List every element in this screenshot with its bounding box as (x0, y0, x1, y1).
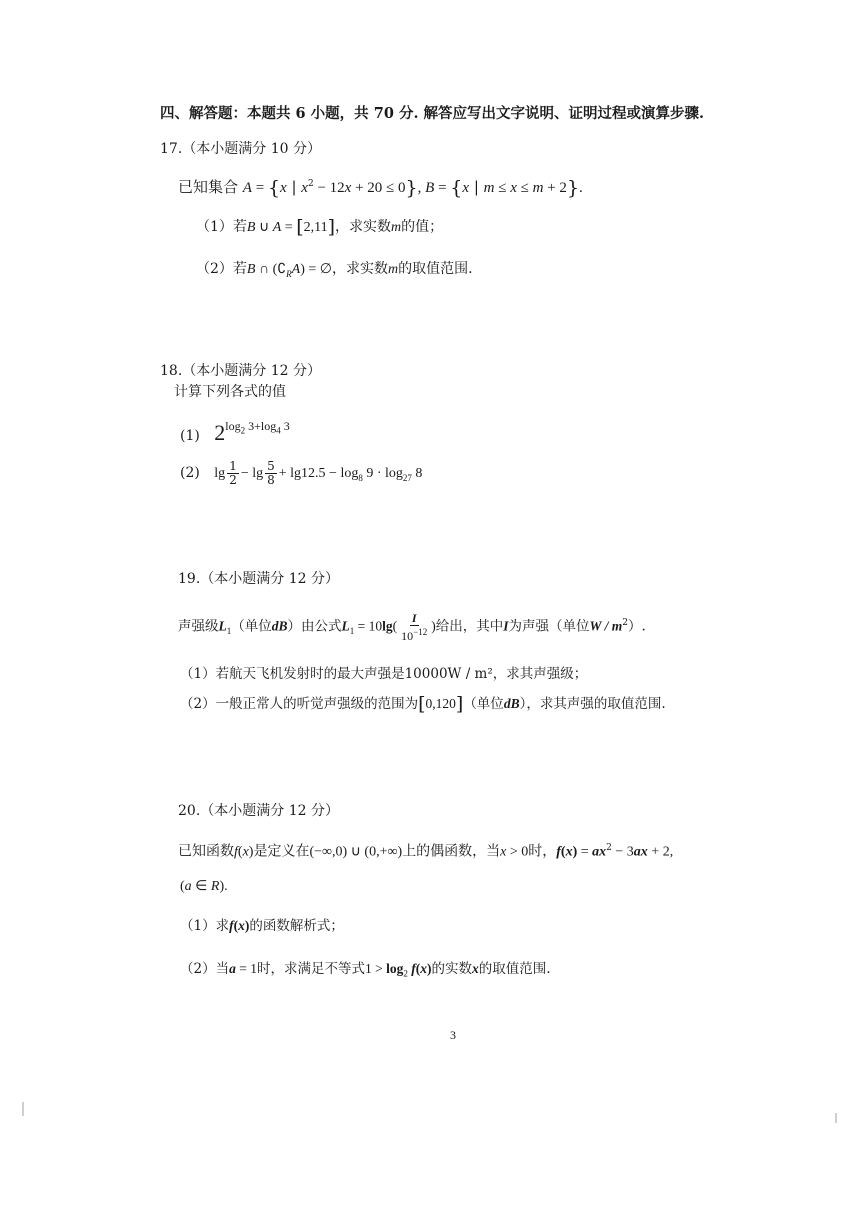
scan-speck (835, 1113, 837, 1123)
q19-stem: 声强级$L_1$（单位dB）由公式$L_1 = 10\lg$( $\frac{I}{10^{-12}}$ )给出，其中I为声强（单位W / $m^2$）. (178, 610, 646, 643)
q17-part1: （1）若B ∪ A = [2,11]，求实数m的值； (196, 216, 444, 238)
q17-set-a: A (242, 180, 252, 196)
page-number: 3 (450, 1028, 456, 1042)
q18-part1: (1) $2\log_2$ $3+\log_4$ 3 (180, 419, 290, 445)
q17-stem: 已知集合 A = {x | $x^2 - 12x + 20 \le 0$}, B = {x | m ≤ x ≤ m + 2}. (178, 177, 583, 199)
q20-part2: （2）当a = 1时，求满足不等式$1 > \log_2 f(x)$的实数x的取值范围. (180, 961, 551, 979)
q19-part2: （2）一般正常人的听觉声强级的范围为[0,120]（单位dB），求其声强的取值范围. (180, 693, 666, 715)
q18-stem: 计算下列各式的值 (174, 384, 286, 400)
q18-title: 18.（本小题满分 12 分） (160, 363, 321, 379)
scan-speck (22, 1102, 24, 1116)
q18-part2: (2) lg $\frac{1}{2}$ − lg $\frac{5}{8}$ + $\lg 12.5 - \log_8 9 \cdot \log_{27} 8$ (180, 458, 423, 487)
q19-title: 19.（本小题满分 12 分） (178, 571, 339, 587)
q20-stem: 已知函数f(x)是定义在(−∞,0) ∪ (0,+∞)上的偶函数，当x > 0时，$f(x) = ax^2 - 3ax + 2$, (178, 843, 674, 860)
q17-part2: （2）若B ∩ $(∁_RA)$ = ∅，求实数m的取值范围. (196, 261, 473, 279)
q20-title: 20.（本小题满分 12 分） (178, 803, 339, 819)
q19-part1: （1）若航天飞机发射时的最大声强是10000W / m²，求其声强级； (180, 666, 588, 682)
q17-title: 17.（本小题满分 10 分） (160, 141, 321, 157)
q17-set-b: B (425, 180, 435, 196)
section-heading: 四、解答题：本题共 6 小题，共 70 分. 解答应写出文字说明、证明过程或演算步骤. (160, 105, 705, 122)
q17-stem-prefix: 已知集合 (178, 178, 239, 196)
q20-part1: （1）求f(x)的函数解析式； (180, 918, 344, 934)
q20-param: (a ∈ R). (180, 879, 228, 894)
